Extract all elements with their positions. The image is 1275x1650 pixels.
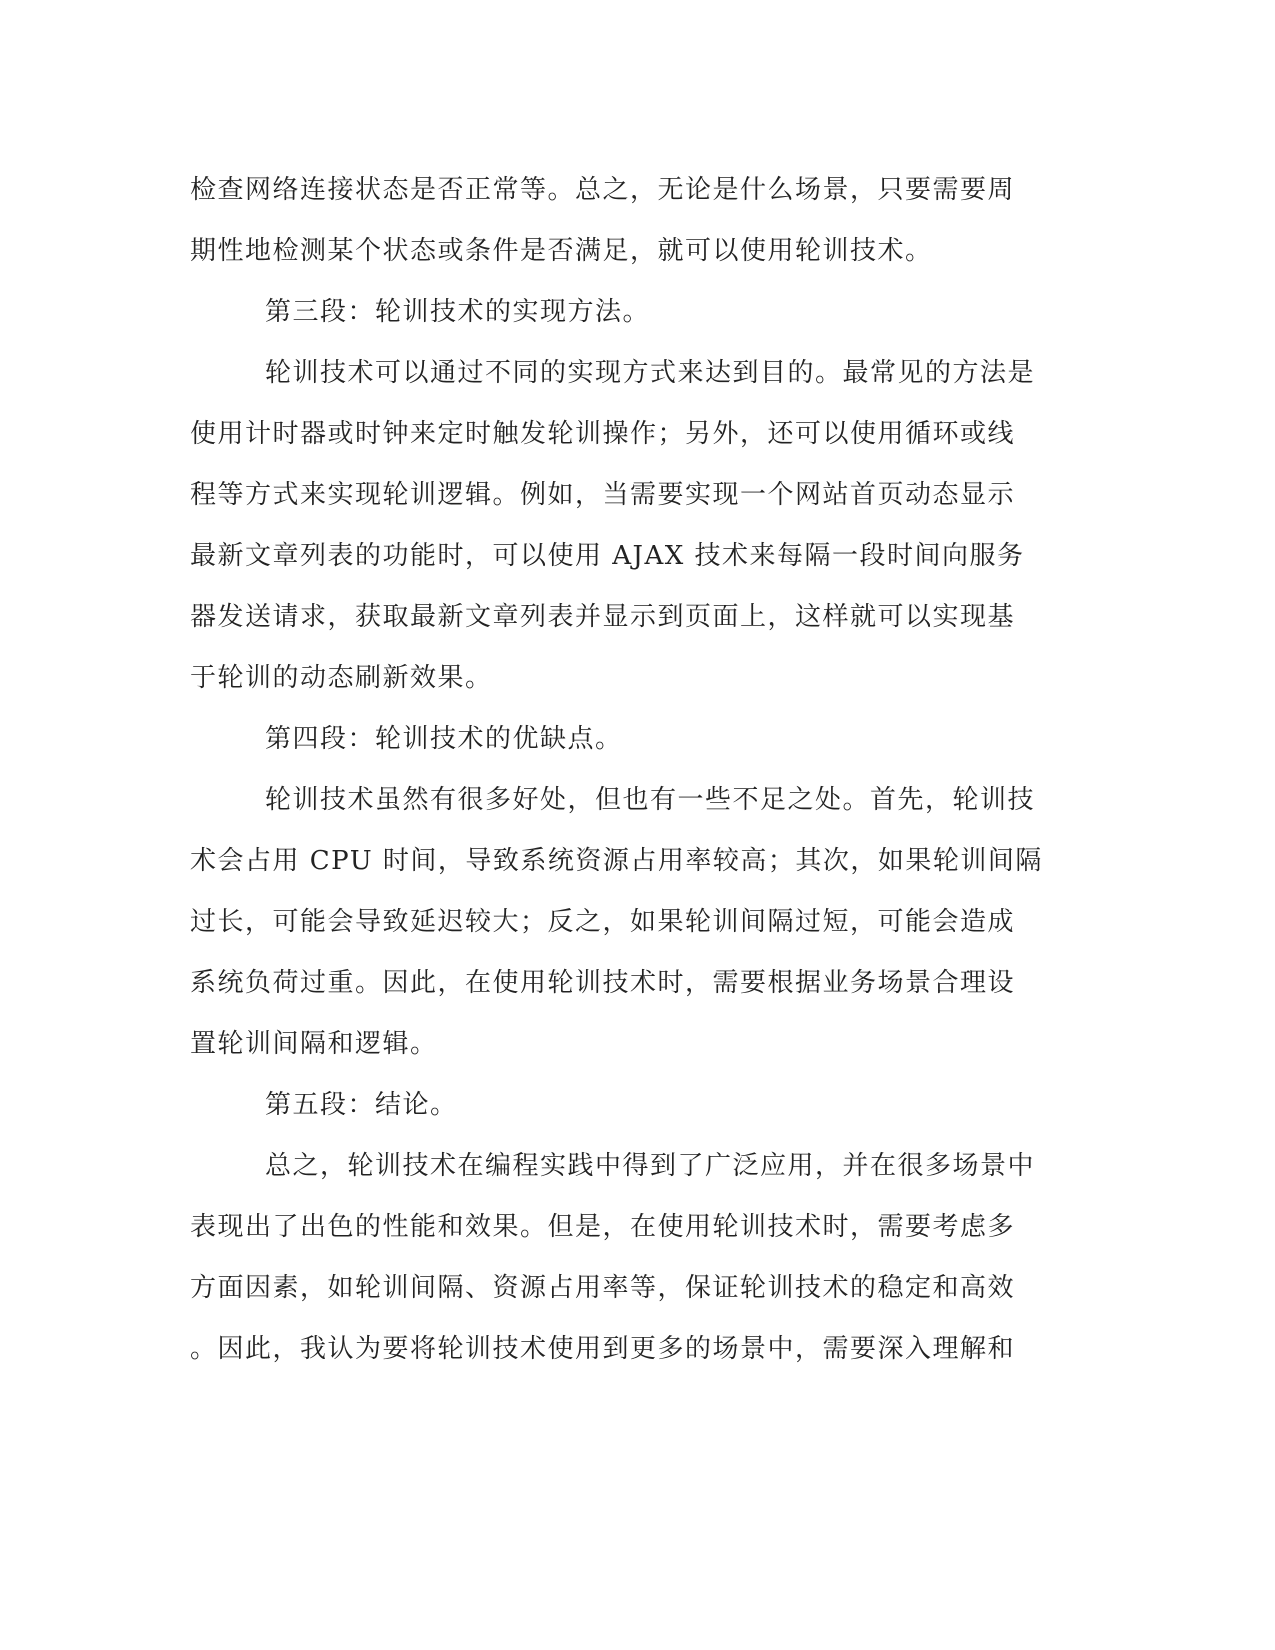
body-line: 程等方式来实现轮训逻辑。例如，当需要实现一个网站首页动态显示 bbox=[190, 480, 1016, 510]
body-line: 方面因素，如轮训间隔、资源占用率等，保证轮训技术的稳定和高效 bbox=[190, 1273, 1016, 1303]
body-line: 于轮训的动态刷新效果。 bbox=[190, 663, 493, 693]
body-line: 检查网络连接状态是否正常等。总之，无论是什么场景，只要需要周 bbox=[190, 175, 1016, 205]
body-line: 使用计时器或时钟来定时触发轮训操作；另外，还可以使用循环或线 bbox=[190, 419, 1016, 449]
document-body bbox=[190, 160, 1085, 1380]
section-heading: 第三段：轮训技术的实现方法。 bbox=[265, 297, 651, 327]
body-line: 器发送请求，获取最新文章列表并显示到页面上，这样就可以实现基 bbox=[190, 602, 1016, 632]
body-line: 表现出了出色的性能和效果。但是，在使用轮训技术时，需要考虑多 bbox=[190, 1212, 1016, 1242]
body-line: 术会占用 CPU 时间，导致系统资源占用率较高；其次，如果轮训间隔 bbox=[190, 846, 1043, 876]
paragraph-first-line: 总之，轮训技术在编程实践中得到了广泛应用，并在很多场景中 bbox=[265, 1151, 1036, 1181]
body-line: 系统负荷过重。因此，在使用轮训技术时，需要根据业务场景合理设 bbox=[190, 968, 1016, 998]
paragraph-first-line: 轮训技术可以通过不同的实现方式来达到目的。最常见的方法是 bbox=[265, 358, 1036, 388]
section-heading: 第四段：轮训技术的优缺点。 bbox=[265, 724, 623, 754]
paragraph-first-line: 轮训技术虽然有很多好处，但也有一些不足之处。首先，轮训技 bbox=[265, 785, 1036, 815]
section-heading: 第五段：结论。 bbox=[265, 1090, 458, 1120]
body-line: 。因此，我认为要将轮训技术使用到更多的场景中，需要深入理解和 bbox=[190, 1334, 1016, 1364]
body-line: 最新文章列表的功能时，可以使用 AJAX 技术来每隔一段时间向服务 bbox=[190, 541, 1025, 571]
body-line: 过长，可能会导致延迟较大；反之，如果轮训间隔过短，可能会造成 bbox=[190, 907, 1016, 937]
body-line: 置轮训间隔和逻辑。 bbox=[190, 1029, 438, 1059]
body-line: 期性地检测某个状态或条件是否满足，就可以使用轮训技术。 bbox=[190, 236, 933, 266]
